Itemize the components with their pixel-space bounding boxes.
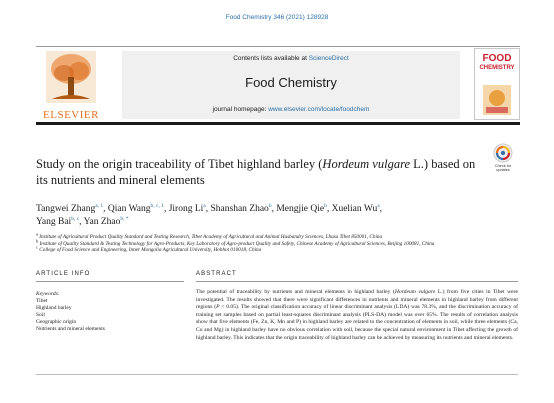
header-bottom-rule [36, 122, 520, 125]
journal-homepage-link[interactable]: www.elsevier.com/locate/foodchem [268, 106, 370, 113]
author[interactable]: Xuelian Wu$^a$ [331, 202, 380, 214]
author[interactable]: Yan Zhao$^{b, *}$ [83, 215, 129, 227]
article-title: Study on the origin traceability of Tibet highland barley (Hordeum vulgare L.) based on its nutrients and mineral elements [36, 157, 476, 187]
cover-image-icon [483, 85, 511, 115]
article-info-rule [36, 281, 184, 282]
abstract-heading: ABSTRACT [196, 271, 237, 277]
sciencedirect-link[interactable]: ScienceDirect [308, 55, 349, 62]
author[interactable]: Mengjie Qie$^b$ [276, 202, 327, 214]
affiliations [36, 231, 516, 254]
affiliation: $^c$ College of Food Science and Engineering, Inner Mongolia Agricultural University, Hohhot 010018, China [36, 244, 262, 253]
journal-header [36, 46, 520, 126]
keywords-label: Keywords: [36, 291, 60, 297]
article-info-heading: ARTICLE INFO [36, 271, 91, 277]
check-for-updates-badge[interactable] [490, 143, 516, 177]
journal-title[interactable]: Food Chemistry [245, 75, 337, 90]
elsevier-logo[interactable] [36, 51, 106, 121]
homepage-line [122, 106, 460, 113]
keyword[interactable]: Highland barley [36, 304, 72, 311]
keyword[interactable]: Tibet [36, 298, 48, 304]
header-top-rule [36, 46, 520, 47]
check-for-updates-icon [490, 143, 516, 163]
abstract-bottom-rule [36, 374, 518, 375]
cover-title-line1: FOOD [482, 53, 512, 64]
journal-cover-thumbnail[interactable] [474, 48, 520, 120]
journal-banner [122, 51, 460, 119]
affiliation: $^b$ Institute of Quality Standard & Testing Technology for Agro-Products, Key Laboratory of Agro-product Quality and Safety, Chinese Academy of Agricultural Sciences, Beijing 100081, China [36, 237, 435, 247]
elsevier-wordmark: ELSEVIER [43, 109, 99, 121]
journal-citation[interactable]: Food Chemistry 346 (2021) 128928 [225, 14, 329, 21]
cover-title-line2: CHEMISTRY [479, 65, 515, 71]
keyword[interactable]: Geographic origin [36, 318, 77, 325]
keyword[interactable]: Nutrients and mineral elements [36, 325, 105, 332]
author[interactable]: Qian Wang$^{b, c, 1}$ [107, 202, 164, 214]
abstract-text: The potential of traceability by nutrients and mineral elements in highland barley (Hordeum vulgare L.) from five cities in Tibet were investigated. The results showed that there were significant differences in nutrients and mineral elements in highland barley from different regions (P < 0.05). The original classification accuracy of linear discriminant analysis (LDA) was 78.3%, and the discrimination accuracy of training set samples based on partial least-squares discriminant analysis (PLS-DA) model was over 65%. The results of correlation analysis show that five elements (Fe, Zn, K, Mn and P) in highland barley are related to the concentration of elements in soil, while three elements (Ca, Cu and Mg) in highland barley have no obvious correlation with soil, because the special natural environment in Tibet affecting the growth of highland barley. This indicates that the origin traceability of highland barley can be achieved by measuring its nutrients and mineral elements. [196, 289, 518, 341]
contents-prefix: Contents lists available at [233, 55, 309, 62]
author-list: Tangwei Zhang$^{a, 1}$, Qian Wang$^{b, c, 1}$, Jirong Li$^a$, Shanshan Zhao$^b$, Mengjie Qie$^b$, Xuelian Wu$^a$, Yang Bai$^{b, c}$, Yan Zhao$^{b, *}$ [36, 202, 383, 227]
author[interactable]: Tangwei Zhang$^{a, 1}$ [36, 202, 104, 214]
elsevier-tree-icon [46, 51, 96, 103]
contents-line [122, 55, 460, 62]
author[interactable]: Shanshan Zhao$^b$ [210, 202, 272, 214]
abstract-rule [196, 281, 518, 282]
keywords-list [36, 298, 105, 333]
check-for-updates-label: Check for updates [494, 164, 512, 173]
homepage-prefix: journal homepage: [212, 106, 269, 113]
author[interactable]: Yang Bai$^{b, c}$ [36, 215, 80, 227]
keyword[interactable]: Soil [36, 311, 45, 318]
affiliation: $^a$ Institute of Agricultural Product Quality Standard and Testing Research, Tibet Academy of Agricultural and Animal Husbandry Sciences, Lhasa Tibet 850001, China [36, 231, 383, 240]
author[interactable]: Jirong Li$^a$ [168, 202, 206, 214]
